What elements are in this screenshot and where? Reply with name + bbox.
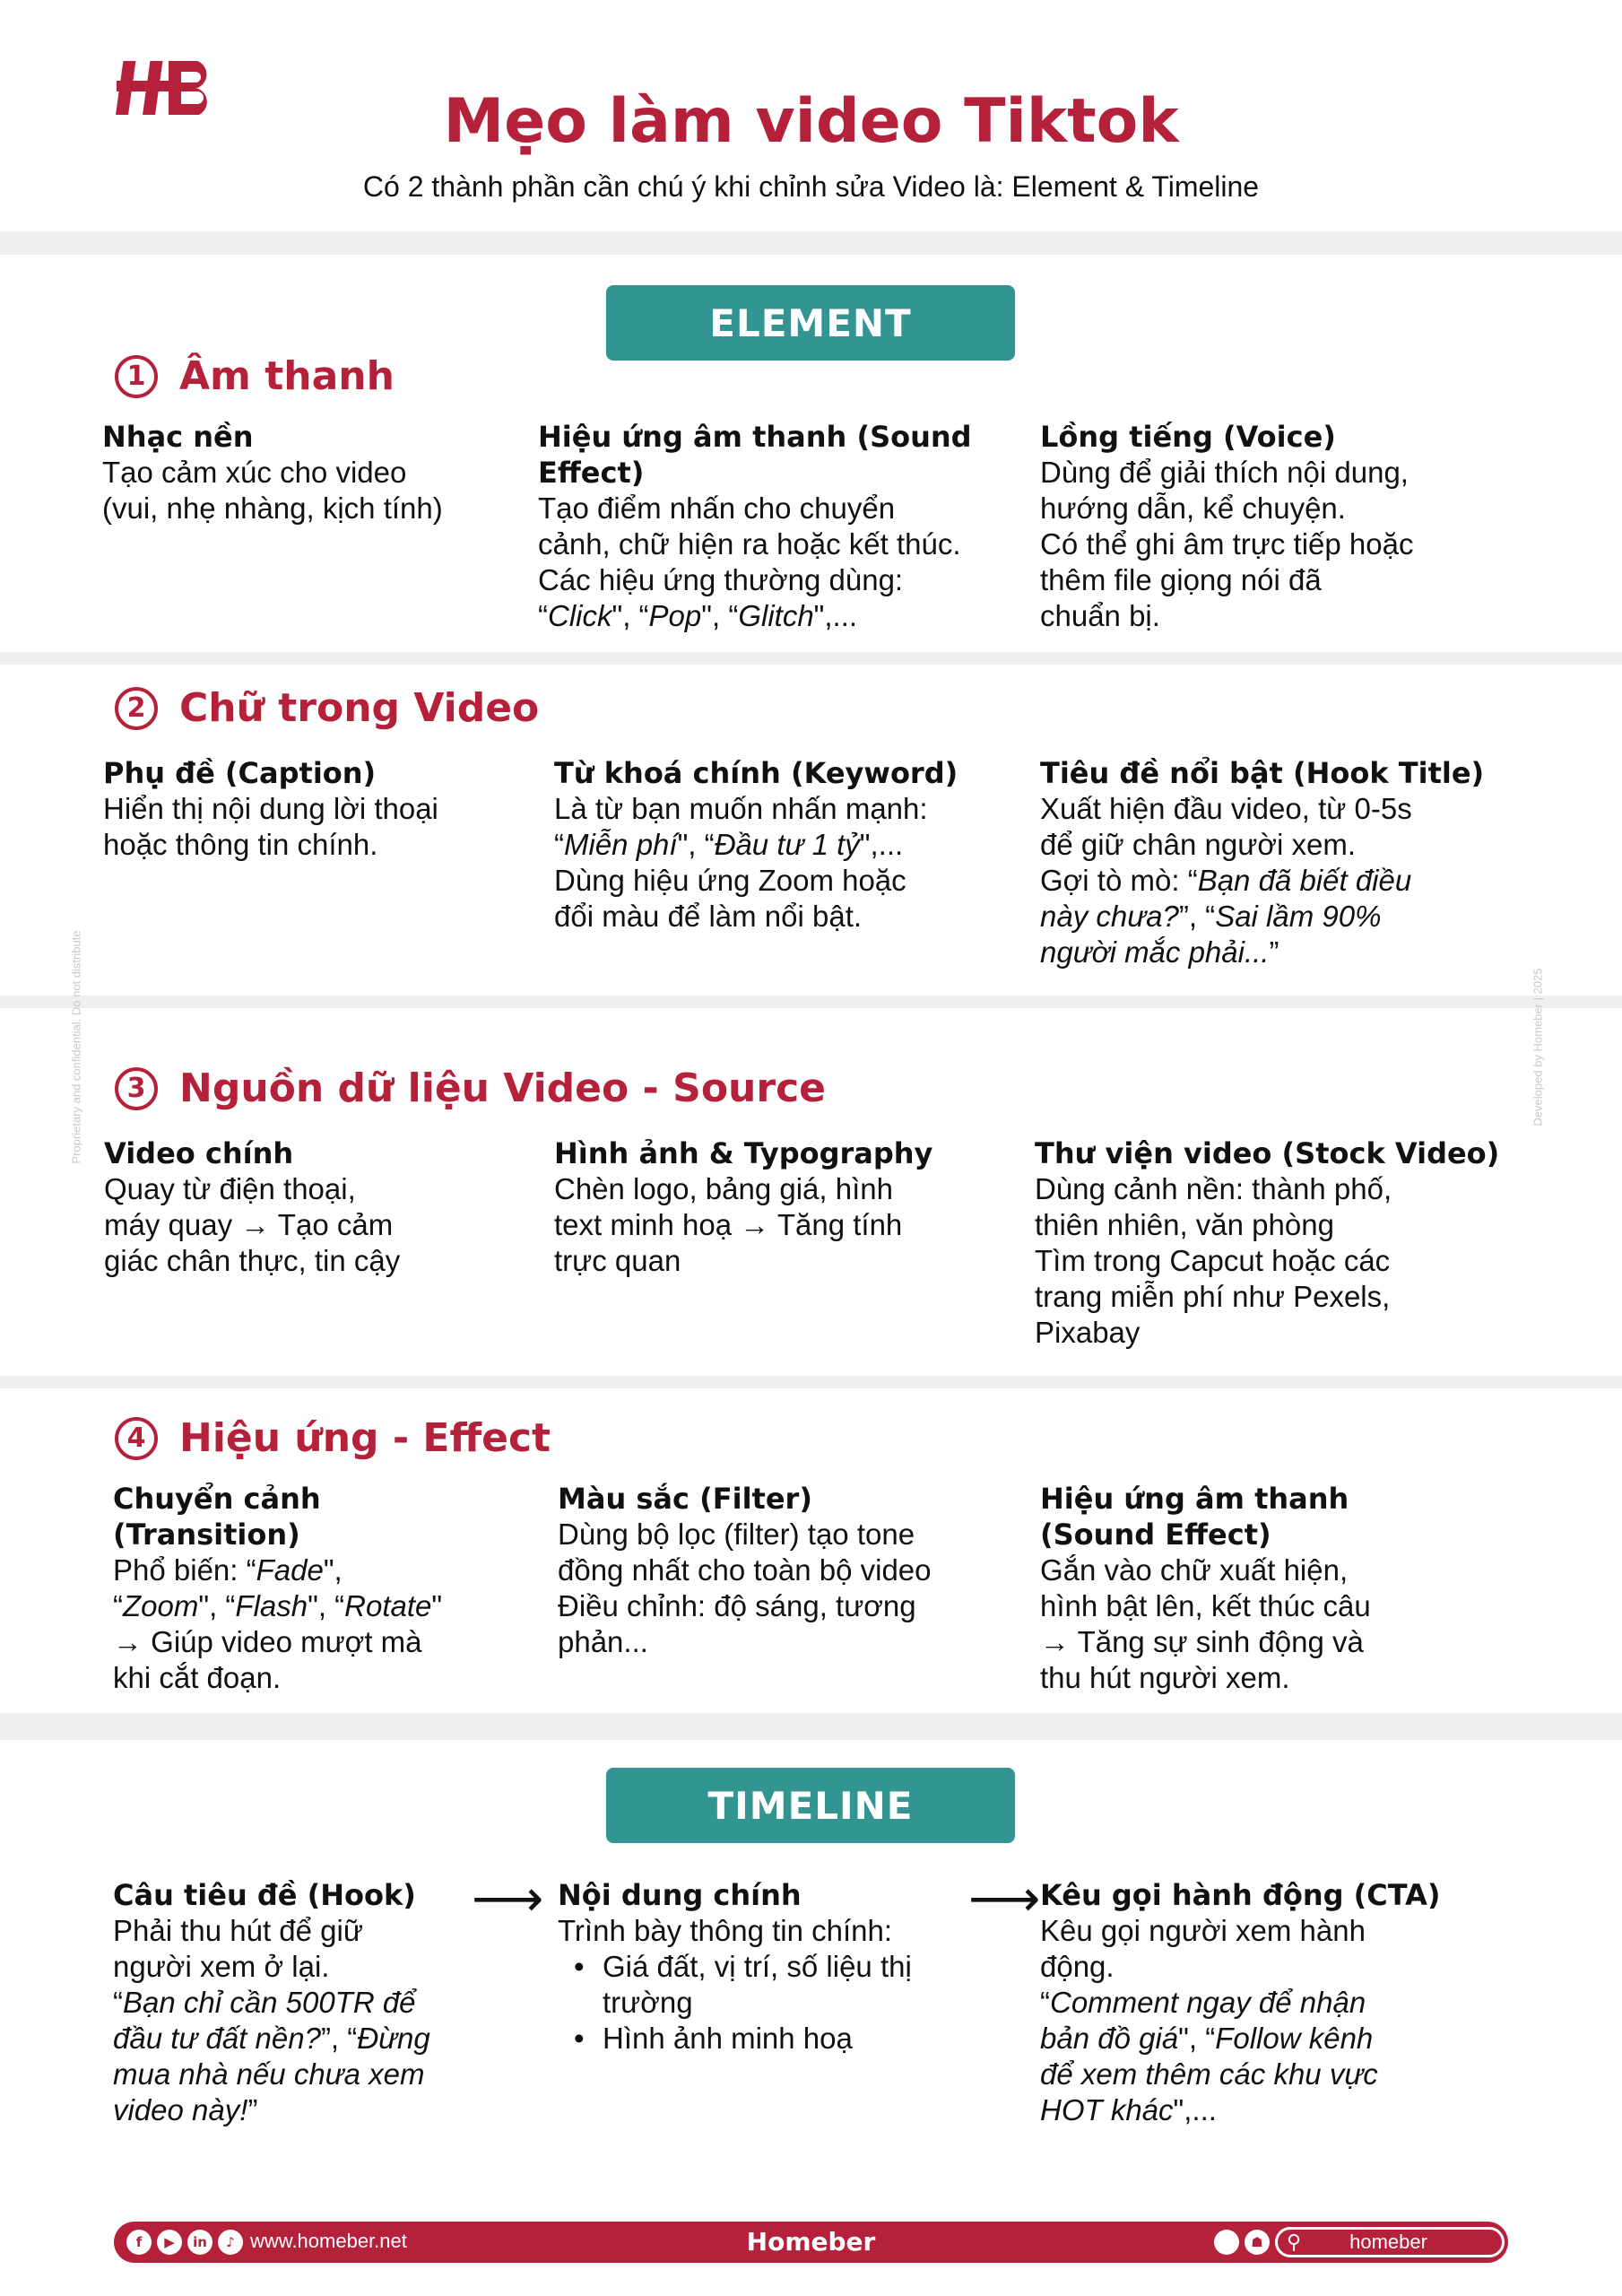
item-quote: video này!”	[113, 2093, 258, 2126]
item-line: máy quay → Tạo cảm	[104, 1208, 394, 1241]
quote-text: đầu tư đất nền?	[113, 2022, 321, 2055]
example-tail: ,...	[824, 599, 858, 632]
item-quote: “Comment ngay để nhận	[1040, 1986, 1366, 2019]
divider	[0, 652, 1622, 665]
item-heading: Phụ đề (Caption)	[103, 756, 377, 790]
section-title-text: Âm thanh	[179, 353, 395, 399]
item-line: text minh hoạ → Tăng tính	[554, 1208, 903, 1241]
example: Click	[548, 599, 612, 632]
divider	[0, 231, 1622, 255]
item-heading: Hiệu ứng âm thanh	[1040, 1482, 1349, 1516]
bullet-item: • Giá đất, vị trí, số liệu thị trường	[558, 1949, 979, 2021]
item-transition	[113, 1481, 534, 1696]
element-label: ELEMENT	[606, 285, 1015, 361]
example: Miễn phí	[564, 828, 678, 861]
quote-text: để xem thêm các khu vực	[1040, 2057, 1378, 2091]
item-line: (vui, nhẹ nhàng, kịch tính)	[102, 491, 443, 525]
item-line: giác chân thực, tin cậy	[104, 1244, 401, 1277]
item-heading: Từ khoá chính (Keyword)	[554, 756, 958, 790]
item-heading: Thư viện video (Stock Video)	[1035, 1136, 1500, 1170]
item-line: trực quan	[554, 1244, 681, 1277]
section-number: 4	[115, 1417, 158, 1460]
item-heading: Màu sắc (Filter)	[558, 1482, 812, 1516]
item-line: Pixabay	[1035, 1316, 1141, 1349]
item-examples: “Miễn phí", “Đầu tư 1 tỷ",...	[554, 828, 904, 861]
item-hook-title	[1040, 755, 1524, 970]
item-heading: Hiệu ứng âm thanh (Sound	[538, 420, 972, 454]
item-line: Có thể ghi âm trực tiếp hoặc	[1040, 527, 1414, 561]
bullet-list	[558, 1949, 979, 2057]
quote-text: Đừng	[357, 2022, 430, 2055]
example: Fade	[256, 1553, 324, 1587]
item-quote	[1040, 2057, 1506, 2092]
item-heading: Video chính	[104, 1136, 294, 1170]
item-heading: Câu tiêu đề (Hook)	[113, 1878, 416, 1912]
example: Rotate	[344, 1589, 432, 1622]
quote-text: bản đồ giá	[1040, 2022, 1179, 2055]
item-line: đồng nhất cho toàn bộ video	[558, 1553, 932, 1587]
quote-text: người mắc phải...	[1040, 935, 1270, 969]
item-sound-effect	[538, 419, 1022, 634]
item-main-video	[104, 1135, 534, 1279]
item-quote: này chưa?”, “Sai lầm 90%	[1040, 900, 1382, 933]
item-voice	[1040, 419, 1506, 634]
quote-text: này chưa?	[1040, 900, 1179, 933]
search-box[interactable]	[1275, 2227, 1505, 2257]
section-title	[115, 1415, 551, 1461]
timeline-hook	[113, 1877, 507, 2128]
item-line: hoặc thông tin chính.	[103, 828, 378, 861]
example: Flash	[235, 1589, 308, 1622]
footer-bar	[114, 2222, 1508, 2263]
footer-brand: Homeber	[746, 2227, 876, 2257]
item-line: Phải thu hút để giữ	[113, 1914, 363, 1947]
section-number: 2	[115, 687, 158, 730]
item-line: Là từ bạn muốn nhấn mạnh:	[554, 792, 928, 825]
quote-text: Comment ngay để nhận	[1050, 1986, 1366, 2019]
item-line: để giữ chân người xem.	[1040, 828, 1356, 861]
item-heading: Hình ảnh & Typography	[554, 1136, 933, 1170]
item-line: Dùng cảnh nền: thành phố,	[1035, 1172, 1392, 1205]
item-line: → Tăng sự sinh động và	[1040, 1625, 1364, 1658]
footer-right	[1214, 2227, 1505, 2257]
item-quote	[113, 2057, 507, 2092]
item-keyword	[554, 755, 1020, 935]
section-title	[115, 1065, 826, 1111]
item-line: Kêu gọi người xem hành	[1040, 1914, 1366, 1947]
linkedin-icon[interactable]: in	[187, 2230, 213, 2255]
divider	[0, 1376, 1622, 1388]
page-title: Mẹo làm video Tiktok	[443, 86, 1179, 157]
item-quote: người mắc phải...”	[1040, 935, 1279, 969]
quote-text: mua nhà nếu chưa xem	[113, 2057, 425, 2091]
item-line: Các hiệu ứng thường dùng:	[538, 563, 904, 596]
item-heading: (Sound Effect)	[1040, 1518, 1271, 1552]
quote-text: video này!	[113, 2093, 248, 2126]
item-line: hướng dẫn, kể chuyện.	[1040, 491, 1346, 525]
item-line: thêm file giọng nói đã	[1040, 563, 1322, 596]
section-title	[115, 685, 539, 731]
item-heading: Tiêu đề nổi bật (Hook Title)	[1040, 756, 1485, 790]
item-line: Chèn logo, bảng giá, hình	[554, 1172, 893, 1205]
search-icon: ⚲	[1287, 2231, 1302, 2253]
website-link[interactable]: www.homeber.net	[250, 2230, 407, 2252]
tiktok-icon[interactable]: ♪	[218, 2230, 243, 2255]
section-title	[115, 353, 395, 399]
item-line: Hiển thị nội dung lời thoại	[103, 792, 438, 825]
bullet-item: • Hình ảnh minh hoạ	[558, 2021, 979, 2057]
search-value: homeber	[1349, 2231, 1427, 2253]
quote-text: Follow kênh	[1215, 2022, 1374, 2055]
timeline-main-content	[558, 1877, 979, 2057]
item-line: Dùng để giải thích nội dung,	[1040, 456, 1409, 489]
item-heading: Chuyển cảnh	[113, 1482, 321, 1516]
item-quote: bản đồ giá", “Follow kênh	[1040, 2022, 1374, 2055]
item-heading: (Transition)	[113, 1518, 300, 1552]
section-title-text: Hiệu ứng - Effect	[179, 1415, 551, 1461]
item-examples: Phổ biến: “Fade",	[113, 1553, 343, 1587]
item-line: trang miễn phí như Pexels,	[1035, 1280, 1391, 1313]
examples-lead: Phổ biến:	[113, 1553, 247, 1587]
arrow-right-icon: ⟶	[472, 1870, 544, 1928]
item-line: Xuất hiện đầu video, từ 0-5s	[1040, 792, 1412, 825]
item-line: phản...	[558, 1625, 648, 1658]
item-line: Tạo cảm xúc cho video	[102, 456, 407, 489]
item-quote: đầu tư đất nền?”, “Đừng	[113, 2022, 430, 2055]
item-line: người xem ở lại.	[113, 1950, 330, 1983]
item-heading: Kêu gọi hành động (CTA)	[1040, 1878, 1441, 1912]
timeline-label: TIMELINE	[606, 1768, 1015, 1843]
divider	[0, 1713, 1622, 1740]
divider	[0, 996, 1622, 1008]
item-line: Gắn vào chữ xuất hiện,	[1040, 1553, 1349, 1587]
item-line: cảnh, chữ hiện ra hoặc kết thúc.	[538, 527, 961, 561]
item-line: Tìm trong Capcut hoặc các	[1035, 1244, 1391, 1277]
quote-text: HOT khác	[1040, 2093, 1174, 2126]
item-line: Dùng hiệu ứng Zoom hoặc	[554, 864, 906, 897]
side-note-right: Developed by Homeber | 2025	[1531, 968, 1545, 1126]
example: Pop	[648, 599, 702, 632]
quote-text: Bạn chỉ cần 500TR để	[123, 1986, 416, 2019]
item-sound-effect-2	[1040, 1481, 1506, 1696]
item-line: thiên nhiên, văn phòng	[1035, 1208, 1334, 1241]
item-line: hình bật lên, kết thúc câu	[1040, 1589, 1371, 1622]
item-heading: Nhạc nền	[102, 420, 254, 454]
item-line: Dùng bộ lọc (filter) tạo tone	[558, 1518, 915, 1551]
item-line: Tạo điểm nhấn cho chuyển	[538, 491, 896, 525]
item-line: Quay từ điện thoại,	[104, 1172, 356, 1205]
item-line: Điều chỉnh: độ sáng, tương	[558, 1589, 916, 1622]
item-examples: “Click", “Pop", “Glitch",...	[538, 599, 858, 632]
section-title-text: Nguồn dữ liệu Video - Source	[179, 1065, 826, 1111]
item-filter	[558, 1481, 1033, 1660]
example: Đầu tư 1 tỷ	[714, 828, 860, 861]
item-quote: HOT khác",...	[1040, 2093, 1217, 2126]
facebook-icon[interactable]: f	[126, 2230, 152, 2255]
item-line: động.	[1040, 1950, 1115, 1983]
youtube-icon[interactable]: ▶	[157, 2230, 182, 2255]
apple-icon[interactable]	[1214, 2230, 1239, 2255]
item-line: khi cắt đoạn.	[113, 1661, 282, 1694]
quote-tail: ,...	[1184, 2093, 1217, 2126]
item-quote: Gợi tò mò: “Bạn đã biết điều	[1040, 864, 1412, 897]
page-subtitle: Có 2 thành phần cần chú ý khi chỉnh sửa Video là: Element & Timeline	[362, 170, 1260, 203]
item-heading: Lồng tiếng (Voice)	[1040, 420, 1336, 454]
example-tail: ,...	[870, 828, 904, 861]
section-title-text: Chữ trong Video	[179, 685, 540, 731]
android-icon[interactable]: ☗	[1245, 2230, 1270, 2255]
item-caption	[103, 755, 533, 863]
item-heading: Effect)	[538, 456, 645, 490]
item-line: thu hút người xem.	[1040, 1661, 1290, 1694]
item-examples: “Zoom", “Flash", “Rotate"	[113, 1589, 443, 1622]
timeline-cta	[1040, 1877, 1506, 2128]
section-number: 1	[115, 355, 158, 398]
item-heading: Nội dung chính	[558, 1878, 802, 1912]
example: Glitch	[738, 599, 814, 632]
item-typography	[554, 1135, 1020, 1279]
section-number: 3	[115, 1067, 158, 1110]
item-line: chuẩn bị.	[1040, 599, 1160, 632]
arrow-right-icon: ⟶	[968, 1870, 1041, 1928]
item-nhac-nen	[102, 419, 515, 526]
example: Zoom	[123, 1589, 199, 1622]
item-stock-video	[1035, 1135, 1523, 1351]
item-quote: “Bạn chỉ cần 500TR để	[113, 1986, 416, 2019]
side-note-left: Proprietary and confidential. Do not distribute	[69, 930, 83, 1164]
item-line: đổi màu để làm nổi bật.	[554, 900, 863, 933]
item-line: → Giúp video mượt mà	[113, 1625, 422, 1658]
quote-text: Sai lầm 90%	[1215, 900, 1382, 933]
quote-lead: Gợi tò mò:	[1040, 864, 1188, 897]
quote-text: Bạn đã biết điều	[1197, 864, 1412, 897]
item-line: Trình bày thông tin chính:	[558, 1914, 893, 1947]
